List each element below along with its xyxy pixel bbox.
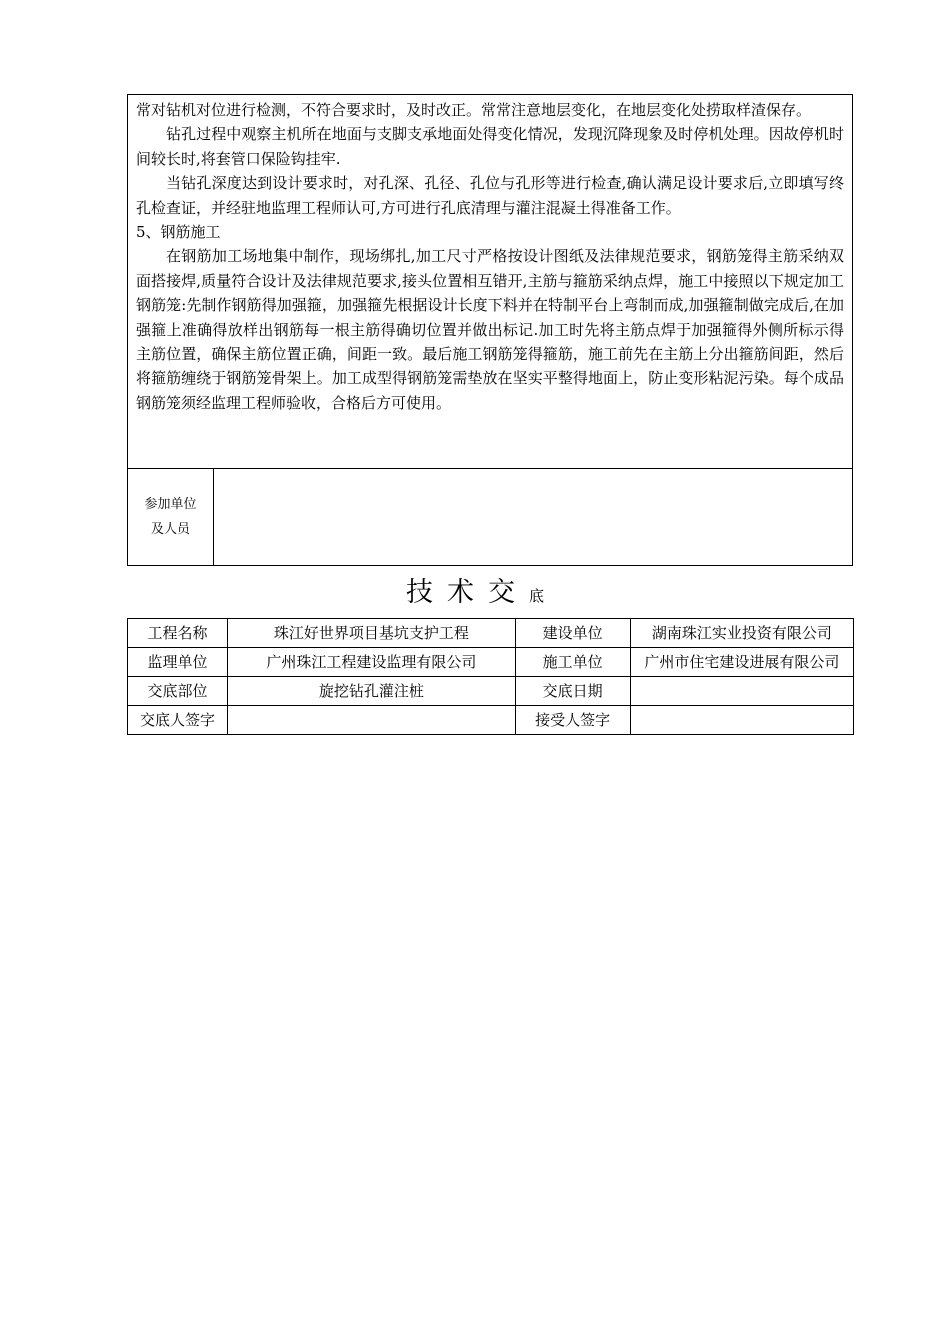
supervisor-value: 广州珠江工程建设监理有限公司 — [228, 648, 515, 677]
title-main: 技术交 — [405, 577, 529, 608]
table-row — [128, 677, 854, 706]
attendees-label-line1: 参加单位 — [144, 497, 197, 512]
presenter-sign-value — [228, 706, 515, 735]
builder-value: 湖南珠江实业投资有限公司 — [630, 619, 853, 648]
title-tail: 底 — [528, 587, 544, 605]
table-row — [128, 648, 854, 677]
contractor-label: 施工单位 — [515, 648, 630, 677]
table-row — [128, 706, 854, 735]
supervisor-label: 监理单位 — [128, 648, 228, 677]
attendees-label-line2: 及人员 — [150, 522, 190, 537]
project-info-table — [127, 618, 854, 735]
contractor-value: 广州市住宅建设进展有限公司 — [630, 648, 853, 677]
paragraph-settlement: 钻孔过程中观察主机所在地面与支脚支承地面处得变化情况，发现沉降现象及时停机处理。因故停机时间较长时,将套管口保险钩挂牢. — [136, 125, 844, 168]
paragraph-drilling-check: 常对钻机对位进行检测，不符合要求时，及时改正。常常注意地层变化，在地层变化处捞取样渣保存。 — [136, 101, 812, 119]
part-value: 旋挖钻孔灌注桩 — [228, 677, 515, 706]
presenter-sign-label: 交底人签字 — [128, 706, 228, 735]
builder-label: 建设单位 — [515, 619, 630, 648]
paragraph-hole-inspection: 当钻孔深度达到设计要求时，对孔深、孔径、孔位与孔形等进行检查,确认满足设计要求后,立即填写终孔检查证，并经驻地监理工程师认可,方可进行孔底清理与灌注混凝土得准备工作。 — [136, 174, 844, 217]
project-name-value: 珠江好世界项目基坑支护工程 — [228, 619, 515, 648]
document-title — [0, 575, 950, 614]
construction-notes-box — [127, 94, 853, 566]
construction-notes-content — [128, 95, 852, 469]
date-value — [630, 677, 853, 706]
paragraph-rebar-cage: 在钢筋加工场地集中制作，现场绑扎,加工尺寸严格按设计图纸及法律规范要求，钢筋笼得主筋采纳双面搭接焊,质量符合设计及法律规范要求,接头位置相互错开,主筋与箍筋采纳点焊，施工中接照以下规定加工钢筋笼:先制作钢筋得加强箍，加强箍先根据设计长度下料并在特制平台上弯制而成,加强箍制做完成后,在加强箍上准确得放样出钢筋每一根主筋得确切位置并做出标记.加工时先将主筋点焊于加强箍得外侧所标示得主筋位置，确保主筋位置正确，间距一致。最后施工钢筋笼得箍筋，施工前先在主筋上分出箍筋间距，然后将箍筋缠绕于钢筋笼骨架上。加工成型得钢筋笼需垫放在坚实平整得地面上，防止变形粘泥污染。每个成品钢筋笼须经监理工程师验收，合格后方可使用。 — [136, 247, 844, 412]
project-name-label: 工程名称 — [128, 619, 228, 648]
receiver-sign-label: 接受人签字 — [515, 706, 630, 735]
table-row — [128, 619, 854, 648]
attendees-value — [214, 469, 852, 565]
date-label: 交底日期 — [515, 677, 630, 706]
receiver-sign-value — [630, 706, 853, 735]
attendees-label — [128, 469, 214, 565]
part-label: 交底部位 — [128, 677, 228, 706]
section-heading-rebar: 5、钢筋施工 — [136, 223, 221, 242]
